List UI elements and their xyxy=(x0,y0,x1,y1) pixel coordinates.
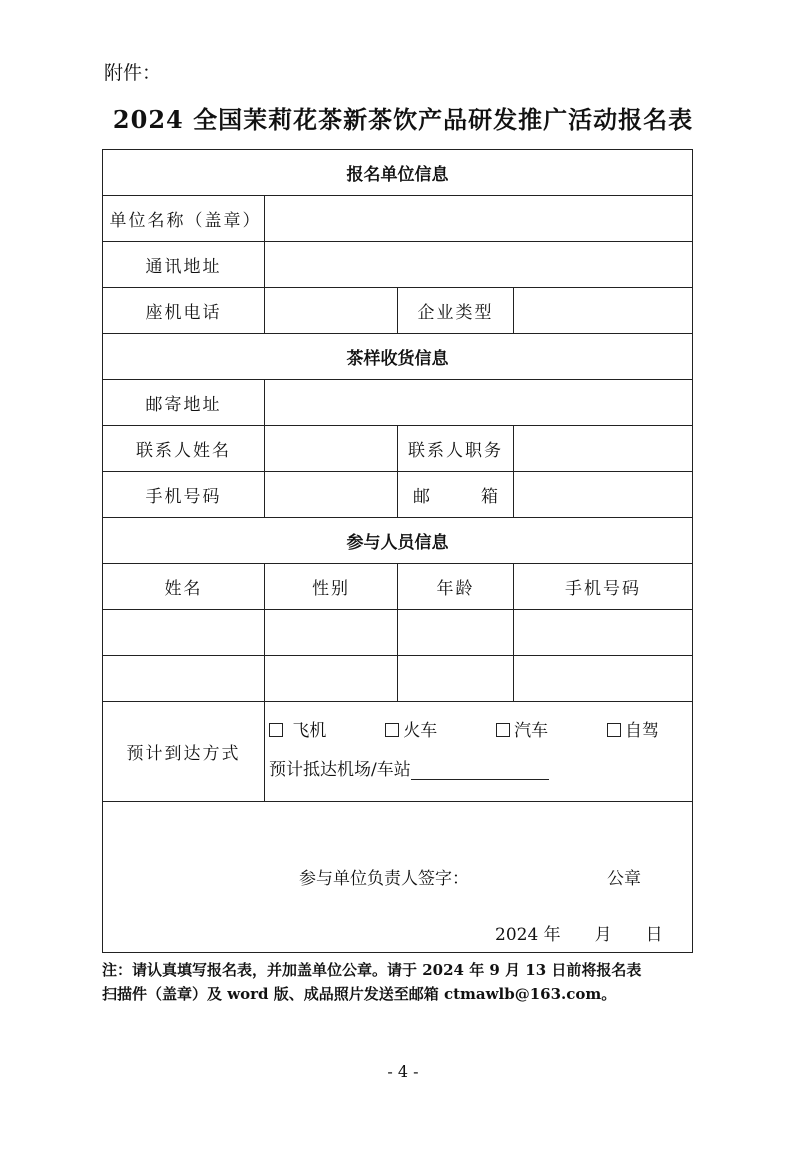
option-bus-label: 汽车 xyxy=(514,721,549,741)
label-arrival-method: 预计到达方式 xyxy=(103,702,265,802)
participant-cell-phone[interactable] xyxy=(514,656,693,702)
option-train-label: 火车 xyxy=(403,721,438,741)
form-note xyxy=(102,958,702,1006)
checkbox-icon[interactable] xyxy=(607,723,621,737)
page-number: - 4 - xyxy=(387,1062,419,1081)
arrival-options-cell xyxy=(265,702,693,802)
label-contact-title: 联系人职务 xyxy=(398,426,514,472)
label-company-type: 企业类型 xyxy=(398,288,514,334)
arrival-station-input[interactable] xyxy=(411,763,549,780)
option-train[interactable] xyxy=(385,716,437,741)
row-landline xyxy=(103,288,693,334)
signature-cell xyxy=(103,802,693,953)
participant-cell-gender[interactable] xyxy=(265,610,398,656)
seal-label: 公章 xyxy=(607,869,641,889)
participant-cell-age[interactable] xyxy=(398,656,514,702)
participant-cell-age[interactable] xyxy=(398,610,514,656)
input-contact-name[interactable] xyxy=(265,426,398,472)
option-self-drive-label: 自驾 xyxy=(624,721,659,741)
column-header-name: 姓名 xyxy=(103,564,265,610)
arrival-options xyxy=(269,716,659,741)
input-mail-address[interactable] xyxy=(265,380,693,426)
participant-cell-gender[interactable] xyxy=(265,656,398,702)
checkbox-icon[interactable] xyxy=(385,723,399,737)
participant-cell-name[interactable] xyxy=(103,656,265,702)
input-contact-title[interactable] xyxy=(514,426,693,472)
row-mobile xyxy=(103,472,693,518)
label-address: 通讯地址 xyxy=(103,242,265,288)
checkbox-icon[interactable] xyxy=(496,723,510,737)
arrival-station-label: 预计抵达机场/车站 xyxy=(269,760,411,780)
option-plane[interactable] xyxy=(269,716,326,741)
input-address[interactable] xyxy=(265,242,693,288)
input-unit-name[interactable] xyxy=(265,196,693,242)
row-unit-name xyxy=(103,196,693,242)
attachment-label: 附件： xyxy=(104,62,162,84)
label-landline: 座机电话 xyxy=(103,288,265,334)
input-email[interactable] xyxy=(514,472,693,518)
checkbox-icon[interactable] xyxy=(269,723,283,737)
column-header-gender: 性别 xyxy=(265,564,398,610)
option-plane-label: 飞机 xyxy=(287,721,327,741)
section-row-unit-info xyxy=(103,150,693,196)
registration-form-table xyxy=(102,149,693,953)
section-header-participant-info: 参与人员信息 xyxy=(103,518,693,564)
input-landline[interactable] xyxy=(265,288,398,334)
row-contact xyxy=(103,426,693,472)
column-header-phone: 手机号码 xyxy=(514,564,693,610)
column-header-age: 年龄 xyxy=(398,564,514,610)
label-contact-name: 联系人姓名 xyxy=(103,426,265,472)
participant-header-row xyxy=(103,564,693,610)
arrival-station-line xyxy=(269,755,692,780)
row-arrival xyxy=(103,702,693,802)
option-self-drive[interactable] xyxy=(607,716,659,741)
row-address xyxy=(103,242,693,288)
label-unit-name: 单位名称（盖章） xyxy=(103,196,265,242)
section-header-unit-info: 报名单位信息 xyxy=(103,150,693,196)
option-bus[interactable] xyxy=(496,716,548,741)
note-line-1: 注：请认真填写报名表，并加盖单位公章。请于 2024 年 9 月 13 日前将报名表 xyxy=(102,961,642,979)
signature-date: 2024 年 月 日 xyxy=(495,925,663,945)
participant-row xyxy=(103,610,693,656)
signature-label: 参与单位负责人签字： xyxy=(299,869,469,889)
input-company-type[interactable] xyxy=(514,288,693,334)
row-mail-address xyxy=(103,380,693,426)
section-row-participant-info xyxy=(103,518,693,564)
label-email: 邮 箱 xyxy=(398,472,514,518)
note-line-2: 扫描件（盖章）及 word 版、成品照片发送至邮箱 ctmawlb@163.com。 xyxy=(102,985,617,1003)
participant-cell-phone[interactable] xyxy=(514,610,693,656)
participant-row xyxy=(103,656,693,702)
section-row-sample-info xyxy=(103,334,693,380)
form-title: 2024 全国茉莉花茶新茶饮产品研发推广活动报名表 xyxy=(112,105,694,134)
input-mobile[interactable] xyxy=(265,472,398,518)
section-header-sample-info: 茶样收货信息 xyxy=(103,334,693,380)
label-mail-address: 邮寄地址 xyxy=(103,380,265,426)
label-mobile: 手机号码 xyxy=(103,472,265,518)
row-signature xyxy=(103,802,693,953)
participant-cell-name[interactable] xyxy=(103,610,265,656)
